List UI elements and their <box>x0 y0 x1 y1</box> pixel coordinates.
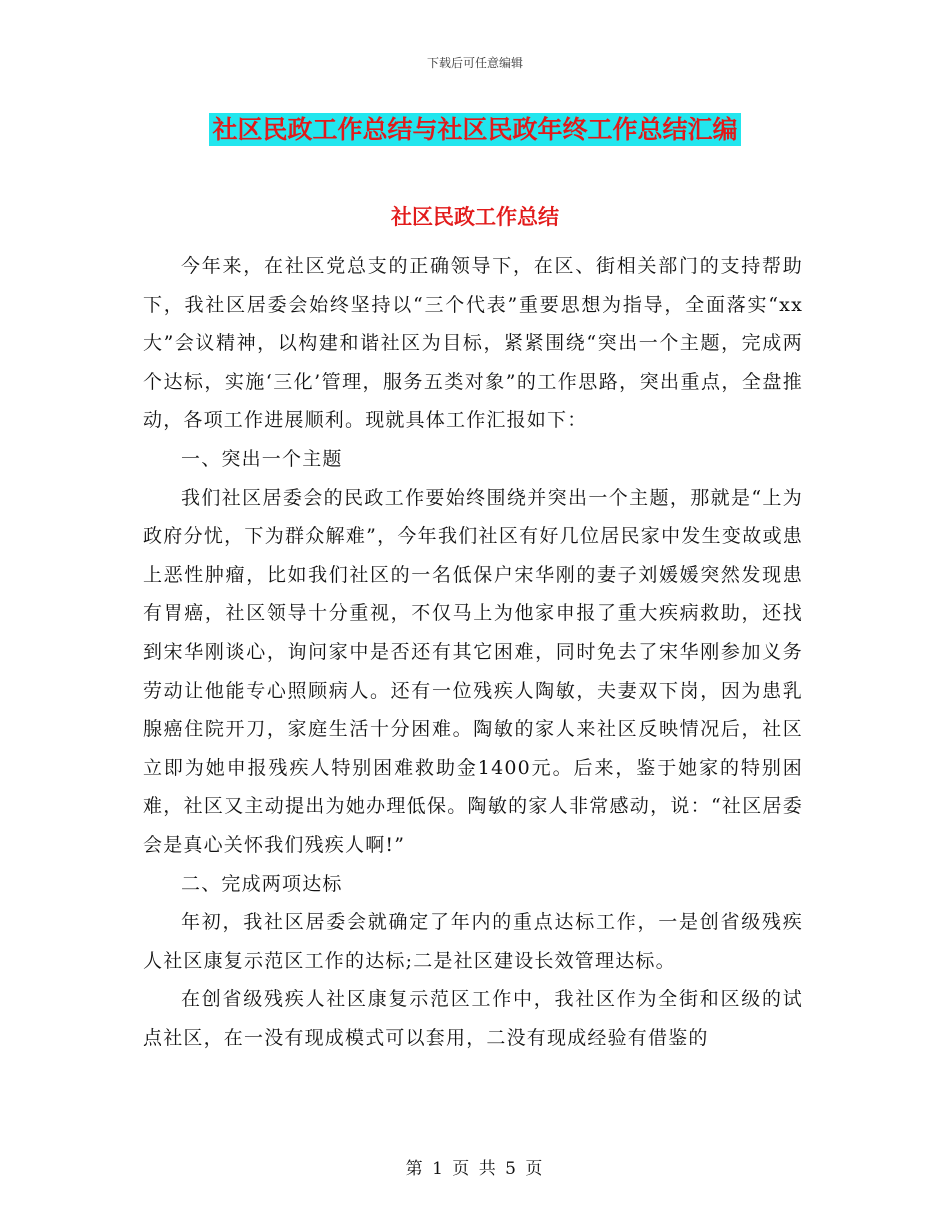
paragraph-targets: 年初，我社区居委会就确定了年内的重点达标工作，一是创省级残疾人社区康复示范区工作的达标;二是社区建设长效管理达标。 <box>143 911 803 972</box>
paragraph-rehab: 在创省级残疾人社区康复示范区工作中，我社区作为全街和区级的试点社区，在一没有现成模式可以套用，二没有现成经验有借鉴的 <box>143 988 803 1049</box>
section-title: 社区民政工作总结 <box>391 204 559 229</box>
paragraph-intro: 今年来，在社区党总支的正确领导下，在区、街相关部门的支持帮助下，我社区居委会始终坚持以“三个代表”重要思想为指导，全面落实“xx大”会议精神，以构建和谐社区为目标，紧紧围绕“突出一个主题，完成两个达标，实施‘三化’管理，服务五类对象”的工作思路，突出重点，全盘推动，各项工作进展顺利。现就具体工作汇报如下： <box>143 255 803 432</box>
page-footer: 第 1 页 共 5 页 <box>405 1159 545 1179</box>
header-note: 下载后可任意编辑 <box>426 56 523 70</box>
heading-two: 二、完成两项达标 <box>181 872 343 895</box>
paragraph-theme: 我们社区居委会的民政工作要始终围绕并突出一个主题，那就是“上为政府分忧，下为群众解难”，今年我们社区有好几位居民家中发生变故或患上恶性肿瘤，比如我们社区的一名低保户宋华刚的妻子刘媛媛突然发现患有胃癌，社区领导十分重视，不仅马上为他家申报了重大疾病救助，还找到宋华刚谈心，询问家中是否还有其它困难，同时免去了宋华刚参加义务劳动让他能专心照顾病人。还有一位残疾人陶敏，夫妻双下岗，因为患乳腺癌住院开刀，家庭生活十分困难。陶敏的家人来社区反映情况后，社区立即为她申报残疾人特别困难救助金1400元。后来，鉴于她家的特别困难，社区又主动提出为她办理低保。陶敏的家人非常感动，说：“社区居委会是真心关怀我们残疾人啊!” <box>143 486 803 856</box>
document-title <box>0 112 950 148</box>
heading-one: 一、突出一个主题 <box>181 447 343 470</box>
document-title-text: 社区民政工作总结与社区民政年终工作总结汇编 <box>209 113 740 146</box>
body-content <box>143 247 803 1057</box>
